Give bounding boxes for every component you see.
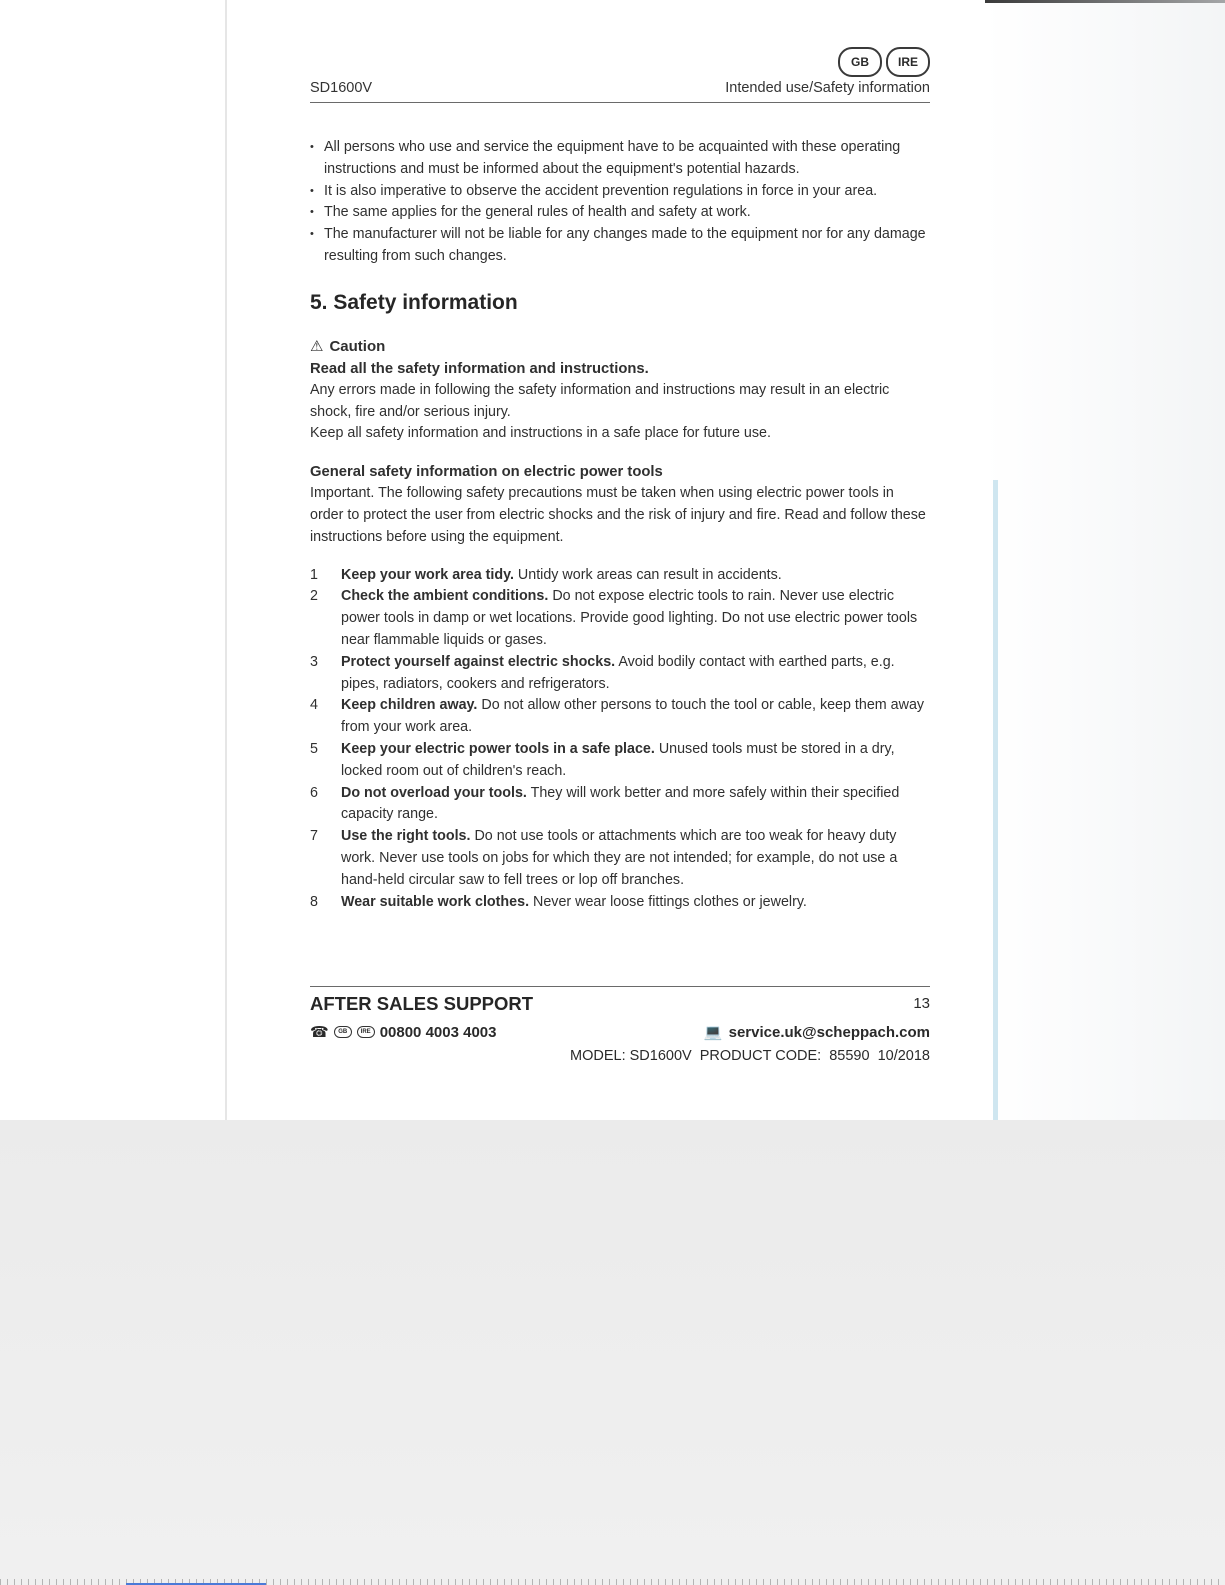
manual-page — [310, 0, 930, 1120]
rule-number: 6 — [310, 784, 318, 801]
caution-text: Any errors made in following the safety information and instructions may result in an electric shock, fire and/or serious injury. — [310, 381, 890, 420]
country-badge: GB — [334, 1026, 352, 1038]
list-item — [310, 565, 930, 587]
list-item — [310, 652, 930, 696]
country-badge: IRE — [357, 1026, 375, 1038]
support-phone — [310, 1023, 496, 1041]
caution-label: Caution — [329, 337, 386, 355]
rule-text: Untidy work areas can result in accidents. — [513, 566, 782, 583]
rule-text: Do not allow other persons to touch the tool or cable, keep them away from your work area. — [341, 697, 925, 736]
rule-number: 1 — [310, 566, 318, 583]
rule-number: 7 — [310, 828, 318, 845]
general-text: Important. The following safety precautions must be taken when using electric power tools in order to protect the user from electric shocks and the risk of injury and fire. Read and follow these instructions before using the equipment. — [310, 485, 926, 545]
rule-text: They will work better and more safely within their specified capacity range. — [341, 784, 900, 823]
page-header — [310, 80, 930, 103]
page-footer — [310, 986, 930, 1064]
country-badge: GB — [838, 47, 882, 77]
scan-background — [0, 1120, 1225, 1585]
rule-number: 8 — [310, 893, 318, 910]
after-sales-title: AFTER SALES SUPPORT — [310, 993, 534, 1014]
rule-text: Never wear loose fittings clothes or jewelry. — [529, 893, 807, 910]
list-item — [310, 826, 930, 891]
header-model: SD1600V — [310, 80, 373, 96]
scan-shadow — [985, 0, 1225, 1120]
computer-icon: 💻 — [703, 1024, 723, 1041]
scan-edge — [225, 0, 227, 1120]
email-address: service.uk@scheppach.com — [728, 1023, 930, 1041]
list-item — [310, 892, 930, 914]
phone-icon: ☎ — [310, 1024, 329, 1041]
list-item: • All persons who use and service the equipment have to be acquainted with these operating instructions and must be informed about the equipment's potential hazards. — [310, 137, 930, 181]
rule-number: 3 — [310, 653, 318, 670]
list-item — [310, 783, 930, 827]
list-item — [310, 586, 930, 651]
page-content — [310, 137, 930, 913]
rules-list — [310, 565, 930, 914]
scan-artifact — [993, 480, 998, 1120]
rule-lead: Use the right tools. — [341, 828, 471, 845]
rule-lead: Keep your work area tidy. — [341, 566, 514, 583]
rule-text: Avoid bodily contact with earthed parts, e.g. pipes, radiators, cookers and refrigerators. — [341, 653, 895, 692]
list-item: • The manufacturer will not be liable for any changes made to the equipment nor for any damage resulting from such changes. — [310, 224, 930, 268]
header-section: Intended use/Safety information — [725, 80, 930, 96]
list-item: • It is also imperative to observe the accident prevention regulations in force in your area. — [310, 181, 930, 203]
rule-lead: Check the ambient conditions. — [341, 588, 549, 605]
list-item: • The same applies for the general rules of health and safety at work. — [310, 202, 930, 224]
rule-text: Unused tools must be stored in a dry, locked room out of children's reach. — [341, 740, 895, 779]
rule-number: 4 — [310, 697, 318, 714]
caution-subheading: Read all the safety information and instructions. — [310, 360, 649, 377]
caution-heading — [310, 336, 930, 358]
rule-lead: Protect yourself against electric shocks. — [341, 653, 616, 670]
intro-bullet-list — [310, 137, 930, 268]
rule-lead: Keep your electric power tools in a safe place. — [341, 740, 655, 757]
section-title: 5. Safety information — [310, 290, 518, 314]
country-badges — [838, 47, 930, 77]
rule-text: Do not expose electric tools to rain. Never use electric power tools in damp or wet locations. Provide good lighting. Do not use electric power tools near flammable liquids or gases. — [341, 588, 918, 648]
rule-number: 5 — [310, 740, 318, 757]
support-email — [704, 1023, 930, 1041]
product-line: MODEL: SD1600V PRODUCT CODE: 85590 10/2018 — [570, 1048, 930, 1064]
rule-lead: Keep children away. — [341, 697, 478, 714]
rule-lead: Wear suitable work clothes. — [341, 893, 530, 910]
list-item — [310, 695, 930, 739]
warning-triangle-icon: ⚠ — [310, 337, 324, 355]
rule-text: Do not use tools or attachments which are too weak for heavy duty work. Never use tools on jobs for which they are not intended; for example, do not use a hand-held circular saw to fell trees or lop off branches. — [341, 828, 898, 888]
caution-text: Keep all safety information and instructions in a safe place for future use. — [310, 425, 771, 442]
general-heading: General safety information on electric power tools — [310, 464, 663, 481]
rule-lead: Do not overload your tools. — [341, 784, 527, 801]
country-badge: IRE — [886, 47, 930, 77]
page-number: 13 — [913, 995, 930, 1012]
list-item — [310, 739, 930, 783]
phone-number: 00800 4003 4003 — [379, 1023, 497, 1041]
rule-number: 2 — [310, 588, 318, 605]
